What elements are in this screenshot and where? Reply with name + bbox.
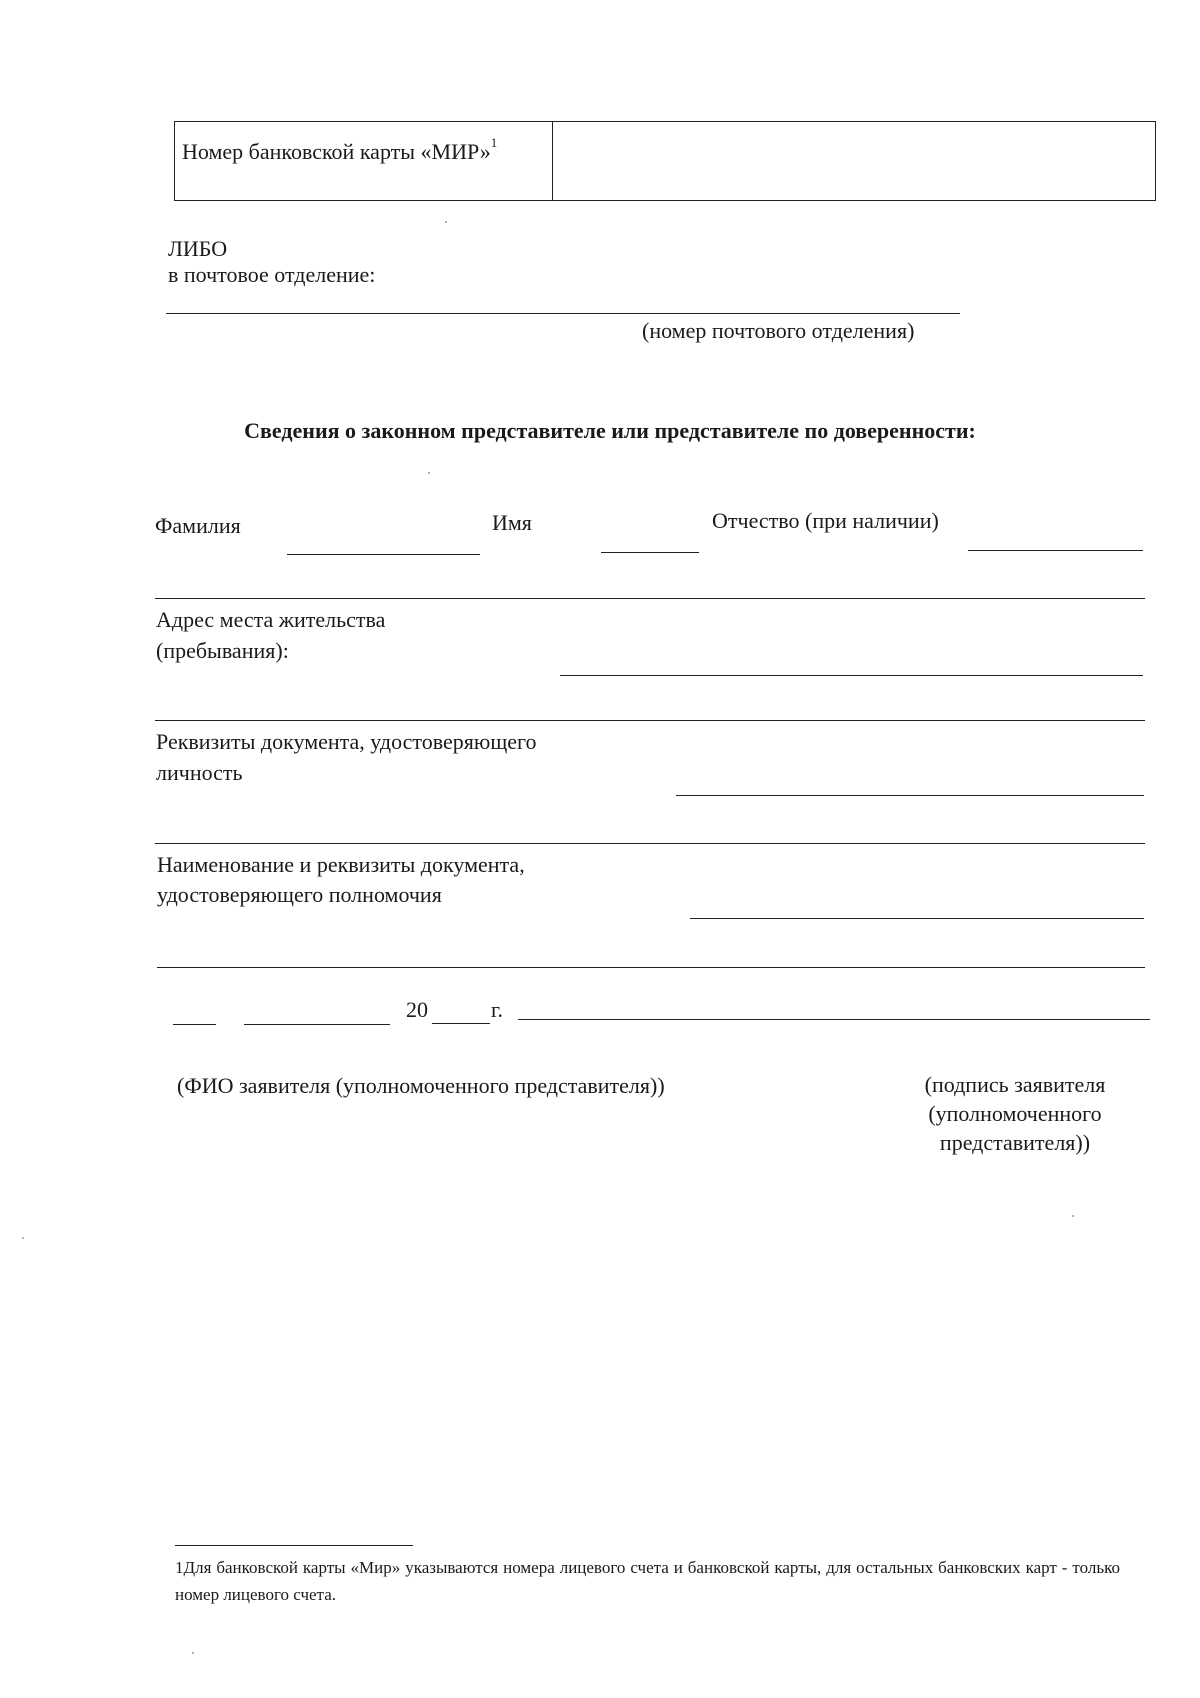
post-office-field[interactable] xyxy=(166,313,960,314)
signature-field[interactable] xyxy=(518,1019,1150,1020)
address-label-line2: (пребывания): xyxy=(156,638,289,663)
footnote-separator xyxy=(175,1545,413,1546)
post-office-label: в почтовое отделение: xyxy=(168,262,376,287)
scan-speck xyxy=(428,472,430,474)
authority-doc-continuation-line[interactable] xyxy=(157,967,1145,968)
sign-caption-line3: представителя)) xyxy=(939,1130,1091,1155)
name-field[interactable] xyxy=(601,552,699,553)
name-label: Имя xyxy=(492,510,532,535)
scan-speck xyxy=(1072,1215,1074,1217)
date-year-prefix: 20 xyxy=(406,997,428,1022)
id-doc-label-line1: Реквизиты документа, удостоверяющего xyxy=(156,729,537,754)
sign-caption-line2: (уполномоченного xyxy=(928,1101,1102,1126)
bank-card-label: Номер банковской карты «МИР»$^1$ xyxy=(182,135,498,164)
patronymic-field[interactable] xyxy=(968,550,1143,551)
address-continuation-line[interactable] xyxy=(155,720,1145,721)
representative-heading: Сведения о законном представителе или представителе по доверенности: xyxy=(244,418,976,443)
authority-doc-label-line2: удостоверяющего полномочия xyxy=(157,882,442,907)
patronymic-label: Отчество (при наличии) xyxy=(712,508,939,533)
date-day-field[interactable] xyxy=(173,1024,216,1025)
bank-card-number-field[interactable] xyxy=(560,130,1150,192)
surname-label: Фамилия xyxy=(155,513,241,538)
or-label: ЛИБО xyxy=(168,236,228,261)
id-doc-field[interactable] xyxy=(676,795,1144,796)
id-doc-label-line2: личность xyxy=(156,760,243,785)
scan-speck xyxy=(192,1652,194,1654)
date-year-suffix: г. xyxy=(491,997,504,1022)
fio-caption: (ФИО заявителя (уполномоченного представителя)) xyxy=(177,1073,665,1098)
footnote-mark: 1 xyxy=(490,135,498,150)
footnote-text: 1Для банковской карты «Мир» указываются номера лицевого счета и банковской карты, для остальных банковских карт - только номер лицевого счета. xyxy=(175,1558,1120,1605)
address-label-line1: Адрес места жительства xyxy=(156,607,386,632)
name-continuation-line[interactable] xyxy=(155,598,1145,599)
date-year-field[interactable] xyxy=(432,1023,490,1024)
scan-speck xyxy=(445,221,447,223)
surname-field[interactable] xyxy=(287,554,480,555)
table-divider xyxy=(552,122,553,200)
id-doc-continuation-line[interactable] xyxy=(155,843,1145,844)
address-field[interactable] xyxy=(560,675,1143,676)
date-month-field[interactable] xyxy=(244,1024,390,1025)
post-office-caption: (номер почтового отделения) xyxy=(642,318,915,343)
bank-card-table xyxy=(174,121,1156,201)
authority-doc-label-line1: Наименование и реквизиты документа, xyxy=(157,852,525,877)
authority-doc-field[interactable] xyxy=(690,918,1144,919)
scan-speck xyxy=(22,1237,24,1239)
sign-caption xyxy=(900,1070,1130,1157)
sign-caption-line1: (подпись заявителя xyxy=(924,1072,1106,1097)
